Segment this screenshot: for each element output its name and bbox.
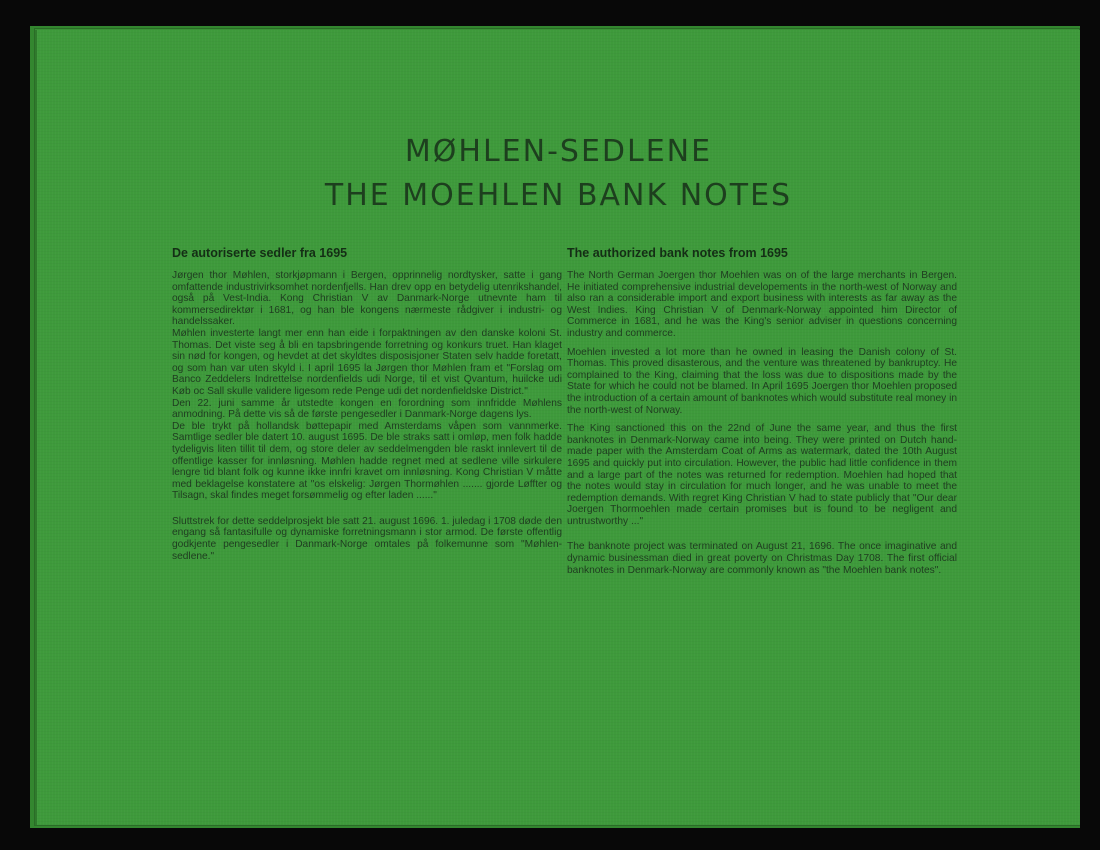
english-paragraph-2: Moehlen invested a lot more than he owned in leasing the Danish colony of St. Thomas. This proved disasterous, and the venture was threatened by bankruptcy. He complained to the King, claiming that the loss was due to dispositions made by the State for which he could not be blamed. In April 1695 Joergen thor Moehlen proposed the introduction of a certain amount of banknotes which would substitute real money in the north-west of Norway. xyxy=(567,346,957,416)
english-text-column xyxy=(567,246,957,576)
english-heading: The authorized bank notes from 1695 xyxy=(567,246,788,260)
title-norwegian: MØHLEN-SEDLENE xyxy=(404,134,713,169)
norwegian-heading: De autoriserte sedler fra 1695 xyxy=(172,246,348,260)
title-block xyxy=(37,130,1080,218)
title-english: THE MOEHLEN BANK NOTES xyxy=(324,178,793,213)
norwegian-paragraph-2: Møhlen investerte langt mer enn han eide i forpaktningen av den danske koloni St. Thomas. Det viste seg å bli en tapsbringende forretning og konkurs truet. Han klaget sin nød for kongen, og hevdet at det skyldtes disposisjoner Staten selv hadde foretatt, og som han var uten skyld i. I april 1695 la Jørgen thor Møhlen fram et "Forslag om Banco Zeddelers Indrettelse nordenfields udi Norge, til et vist Qvantum, huilcke udi Køb oc Sall skulle validere ligesom rede Penge udi det nordenfieldske District." xyxy=(172,327,562,397)
english-paragraph-3: The King sanctioned this on the 22nd of June the same year, and thus the first banknotes in Denmark-Norway came into being. They were printed on Dutch hand-made paper with the Amsterdam Coat of Arms as watermark, dated the 10th August 1695 and quickly put into circulation. However, the public had little confidence in them and a large part of the notes was returned for redemption. Moehlen had hoped that the notes would stay in circulation for much longer, and he was unable to meet the redemption demands. With regret King Christian V had to state publicly that "Our dear Joergen Thormoehlen made certain promises but is found to be negligent and untrustworthy ..." xyxy=(567,423,957,527)
norwegian-paragraph-4: De ble trykt på hollandsk bøttepapir med Amsterdams våpen som vannmerke. Samtlige sedler ble datert 10. august 1695. De ble straks satt i omløp, men folk hadde tydeligvis liten tillit til dem, og store deler av seddelmengden ble raskt innlevert til de offentlige kasser for innløsning. Møhlen hadde regnet med at sedlene ville sirkulere lengre tid blant folk og kunne ikke innfri kravet om innløsning. Kong Christian V måtte med beklagelse konstatere at "os elskelig: Jørgen Thormøhlen ....... gjorde Løffter og Tilsagn, skal findes meget forsømmelig og efter laden ......" xyxy=(172,420,562,502)
norwegian-paragraph-1: Jørgen thor Møhlen, storkjøpmann i Bergen, opprinnelig nordtysker, satte i gang omfattende industrivirksomhet nordenfjells. Han drev opp en betydelig utenrikshandel, også på Vest-India. Kong Christian V av Danmark-Norge utnevnte ham til kommersedirektør i 1681, og han ble kongens nærmeste rådgiver i industri- og handelssaker. xyxy=(172,270,562,328)
norwegian-text-column xyxy=(172,246,562,562)
norwegian-paragraph-5: Sluttstrek for dette seddelprosjekt ble satt 21. august 1696. 1. juledag i 1708 døde den engang så fantasifulle og dynamiske forretningsmann i stor armod. De første offentlig godkjente pengesedler i Danmark-Norge omtales på folkemunne som "Møhlen-sedlene." xyxy=(172,515,562,562)
english-paragraph-4: The banknote project was terminated on August 21, 1696. The once imaginative and dynamic businessman died in great poverty on Christmas Day 1708. The first official banknotes in Denmark-Norway are commonly known as "the Moehlen bank notes". xyxy=(567,541,957,576)
green-folder-cover xyxy=(37,30,1080,825)
english-paragraph-1: The North German Joergen thor Moehlen was on of the large merchants in Bergen. He initiated comprehensive industrial developements in the north-west of Norway and also ran a considerable import and export business with interests as far away as the West Indies. King Christian V of Denmark-Norway appointed him Director of Commerce in 1681, and he was the King's senior adviser in questions concerning industry and commerce. xyxy=(567,270,957,339)
norwegian-paragraph-3: Den 22. juni samme år utstedte kongen en forordning som innfridde Møhlens anmodning. På dette vis så de første pengesedler i Danmark-Norge dagens lys. xyxy=(172,397,562,421)
